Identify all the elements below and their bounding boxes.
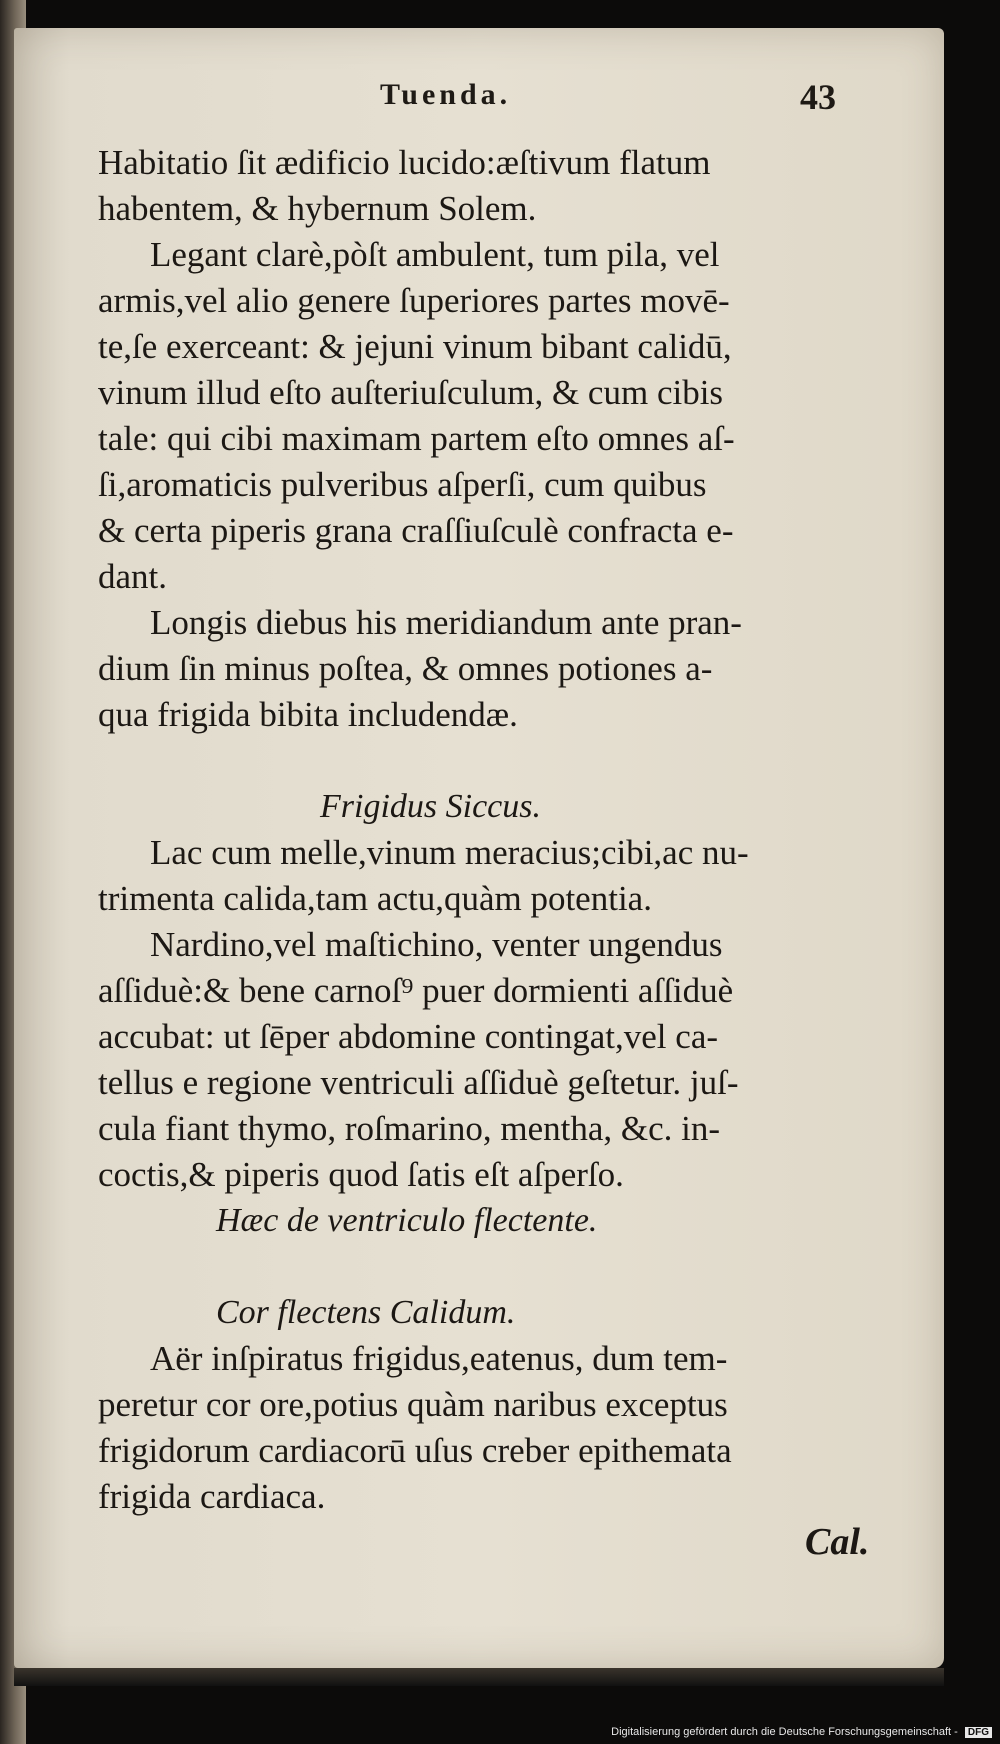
text-line: habentem, & hybernum Solem. xyxy=(98,189,537,228)
running-head-title: Tuenda. xyxy=(380,78,512,111)
text-line: tale: qui cibi maximam partem eſto omnes aſ- xyxy=(98,419,735,458)
text-line: dium ſin minus poſtea, & omnes potiones a- xyxy=(98,649,713,688)
text-line: dant. xyxy=(98,557,168,596)
text-line: peretur cor ore,potius quàm naribus exceptus xyxy=(98,1385,728,1424)
page-number: 43 xyxy=(800,77,836,117)
page-bottom-edge xyxy=(14,1668,944,1686)
text-line: Longis diebus his meridiandum ante pran- xyxy=(150,603,742,642)
text-line: vinum illud eſto auſteriuſculum, & cum cibis xyxy=(98,373,724,412)
blank-line xyxy=(98,738,868,784)
text-line: Nardino,vel maſtichino, venter ungendus xyxy=(150,925,723,964)
section-heading: Cor flectens Calidum. xyxy=(216,1294,516,1331)
dfg-logo: DFG xyxy=(965,1727,992,1738)
text-line: & certa piperis grana craſſiuſculè confracta e- xyxy=(98,511,734,550)
running-head xyxy=(0,78,1000,118)
text-line: frigidorum cardiacorū uſus creber epithemata xyxy=(98,1431,732,1470)
text-line: Habitatio ſit ædificio lucido:æſtivum flatum xyxy=(98,143,711,182)
catchword: Cal. xyxy=(805,1521,870,1563)
text-line: coctis,& piperis quod ſatis eſt aſperſo. xyxy=(98,1155,624,1194)
text-line: frigida cardiaca. xyxy=(98,1477,326,1516)
text-line: Aër inſpiratus frigidus,eatenus, dum tem- xyxy=(150,1339,728,1378)
text-line: tellus e regione ventriculi aſſiduè geſtetur. juſ- xyxy=(98,1063,739,1102)
section-heading: Hæc de ventriculo flectente. xyxy=(216,1202,598,1239)
section-heading: Frigidus Siccus. xyxy=(320,788,541,825)
text-line: te,ſe exerceant: & jejuni vinum bibant calidū, xyxy=(98,327,732,366)
text-line: accubat: ut ſēper abdomine contingat,vel ca- xyxy=(98,1017,719,1056)
text-line: ſi,aromaticis pulveribus aſperſi, cum quibus xyxy=(98,465,707,504)
blank-line xyxy=(98,1244,868,1290)
text-line: Legant clarè,pòſt ambulent, tum pila, vel xyxy=(150,235,720,274)
text-line: qua frigida bibita includendæ. xyxy=(98,695,518,734)
text-line: armis,vel alio genere ſuperiores partes movē- xyxy=(98,281,730,320)
text-line: trimenta calida,tam actu,quàm potentia. xyxy=(98,879,652,918)
credit-text: Digitalisierung gefördert durch die Deutsche Forschungsgemeinschaft - xyxy=(611,1726,958,1738)
body-text xyxy=(98,140,868,1520)
text-line: aſſiduè:& bene carnoſ⁹ puer dormienti aſſiduè xyxy=(98,971,734,1010)
text-line: Lac cum melle,vinum meracius;cibi,ac nu- xyxy=(150,833,749,872)
text-line: cula fiant thymo, roſmarino, mentha, &c. in- xyxy=(98,1109,721,1148)
digitization-credit xyxy=(611,1726,992,1738)
